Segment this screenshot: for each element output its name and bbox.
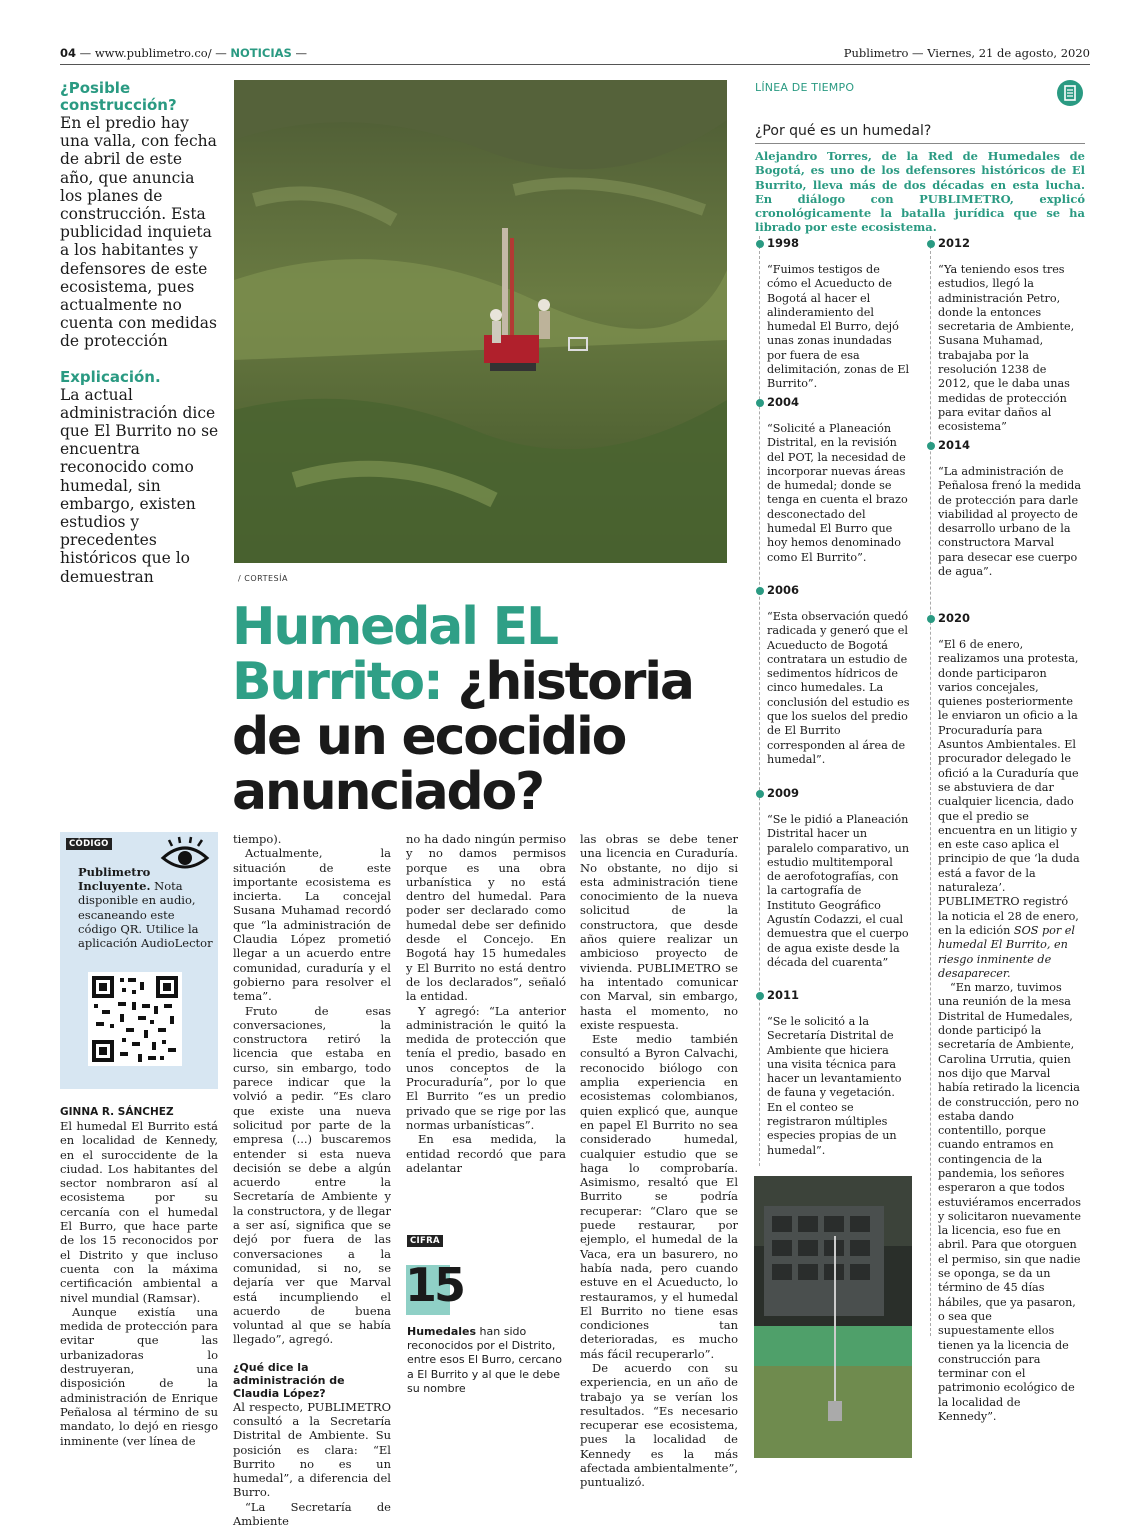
article-col4 [580, 832, 738, 1490]
article-col2 [233, 832, 391, 1528]
col2b-p2: “La Secretaría de Ambiente [233, 1499, 391, 1528]
timeline-2020-text: “El 6 de enero, realizamos una protesta, donde participaron varios concejales, quienes posteriormente le enviaron un oficio a la Procuraduría para Asuntos Ambientales. El procurador delegado le ofició a la Curaduría que se abstuviera de dar cualquier licencia, dado que el predio se encuentra en un litigio y en este caso aplica el principio de que ‘la duda está a favor de la naturaleza’. PUBLIMETRO registró la noticia el 28 de enero, en la edición [938, 638, 1080, 937]
site-url: — www.publimetro.co/ — [79, 46, 227, 60]
timeline-title: ¿Por qué es un humedal? [755, 123, 932, 139]
timeline-dot [927, 442, 935, 450]
article-col1 [60, 1105, 218, 1448]
timeline-year: 2012 [938, 236, 971, 250]
timeline-entry-text: “Fuimos testigos de cómo el Acueducto de Bogotá al hacer el alinderamiento del humedal El Burro, dejó unas zonas inundadas por fuera de esa delimitación, zonas de El Burrito”. [767, 263, 910, 391]
cifra-number: 15 [405, 1258, 464, 1312]
timeline-entry-text: “Se le pidió a Planeación Distrital hacer un paralelo comparativo, un estudio multitemporal de aerofotografías, con la cartografía de Instituto Geográfico Agustín Codazzi, el cual demuestra que el cuerpo de agua existe desde la década del cuarenta” [767, 813, 910, 969]
timeline-year: 2014 [938, 438, 971, 452]
headline-part1: Humedal EL Burrito: [232, 597, 557, 712]
cifra-bold: Humedales [407, 1325, 477, 1338]
timeline-entry-text [938, 638, 1081, 1424]
timeline-2020-text2: “En marzo, tuvimos una reunión de la mesa Distrital de Humedales, donde participó la secretaría de Ambiente, Carolina Urrutia, quien nos dijo que Marval había retirado la licencia de construcción, pero no estaba dando contentillo, porque cuando entramos en contingencia de la pandemia, los señores esperaron a que todos estuviéramos encerrados y solicitaron nuevamente la licencia, eso fue en abril. Para que otorguen el permiso, sin que nadie se oponga, se da un término de 45 días hábiles, que ya pasaron, o sea que supuestamente ellos tienen ya la licencia de construcción para terminar con el patrimonio ecológico de la localidad de Kennedy”. [938, 981, 1081, 1424]
timeline-dot [756, 790, 764, 798]
timeline-dot [927, 615, 935, 623]
col4-p2: Este medio también consultó a Byron Calvachi, reconocido biólogo con amplia experiencia en ecosistemas colombianos, quien explicó que, aunque en papel El Burrito no sea considerado humedal, cualquier estudio que se haga lo comprobaría. Asimismo, resaltó que El Burrito se podría recuperar: “Claro que se puede restaurar, por ejemplo, el humedal de la Vaca, era un basurero, no había nada, pero cuando estuve en el Acueducto, lo restauramos, y el humedal El Burrito no tiene esas condiciones tan deterioradas, es mucho más fácil recuperarlo”. [580, 1032, 738, 1361]
timeline-2020-italic: SOS por el humedal El Burrito, en riesgo inminente de desaparecer. [938, 923, 1075, 980]
col2b-p1: Al respecto, PUBLIMETRO consultó a la Secretaría Distrital de Ambiente. Su posición es clara: “El Burrito no es un humedal”, a diferencia del Burro. [233, 1399, 391, 1500]
photo-credit: / CORTESÍA [238, 574, 288, 583]
headline-part2: ¿historia de un ecocidio anunciado? [232, 652, 693, 822]
author-byline: GINNA R. SÁNCHEZ [60, 1106, 174, 1118]
col2-p1: tiempo). [233, 832, 282, 846]
col3-p1: no ha dado ningún permiso y no damos permisos porque es una obra urbanística y no está dentro del humedal. Para poder ser declarado como humedal debe ser definido desde el Concejo. En Bogotá hay 15 humedales y El Burrito no está dentro de los declarados”, señaló la entidad. [406, 832, 566, 1004]
timeline-year: 2009 [767, 786, 800, 800]
secondary-photo [754, 1176, 912, 1458]
publication-date: Publimetro — Viernes, 21 de agosto, 2020 [843, 46, 1090, 60]
header-left [60, 46, 307, 60]
timeline-year: 1998 [767, 236, 800, 250]
codigo-text [78, 865, 213, 950]
timeline-dot [756, 992, 764, 1000]
cifra-desc: han sido reconocidos por el Distrito, entre esos El Burro, cercano a El Burrito y al que le debe su nombre [407, 1325, 562, 1395]
sidebar-q2-title: Explicación. [60, 367, 161, 386]
timeline-entry-text: “Ya teniendo esos tres estudios, llegó la administración Petro, donde la entonces secretaria de Ambiente, Susana Muhamad, trabajaba por la resolución 1238 de 2012, que le daba unas medidas de protección para evitar daños al ecosistema” [938, 263, 1075, 434]
timeline-intro: Alejandro Torres, de la Red de Humedales de Bogotá, es uno de los defensores históricos de El Burrito, lleva más de dos décadas en esta lucha. En diálogo con PUBLIMETRO, explicó cronológicamente la batalla jurídica que se ha librado por este ecosistema. [755, 149, 1085, 235]
col2-subhead: ¿Qué dice la administración de Claudia López? [233, 1360, 345, 1400]
timeline-year: 2004 [767, 395, 800, 409]
section-dash: — [295, 46, 307, 60]
timeline-year: 2020 [938, 611, 971, 625]
timeline-label: LÍNEA DE TIEMPO [755, 81, 855, 94]
timeline-divider [755, 143, 1085, 144]
col3-p2: Y agregó: “La anterior administración le quitó la medida de protección que tenía el predio, basado en unos conceptos de la Procuraduría”, por lo que El Burrito “es un predio privado que se rige por las normas urbanísticas”. [406, 1003, 566, 1132]
codigo-description: Nota disponible en audio, escaneando este código QR. Utilice la aplicación AudioLector [78, 879, 213, 951]
cifra-text [407, 1325, 565, 1396]
main-photo [234, 80, 727, 563]
col4-p1: las obras se debe tener una licencia en Curaduría. No obstante, no dijo si esta administración tiene conocimiento de la nueva solicitud de la constructora, que desde años quiere realizar un ambicioso proyecto de vivienda. PUBLIMETRO se ha intentado comunicar con Marval, sin embargo, hasta el momento, no existe respuesta. [580, 832, 738, 1032]
timeline-year: 2006 [767, 583, 800, 597]
timeline-dot [756, 399, 764, 407]
article-col3 [406, 832, 566, 1175]
codigo-title: Publimetro Incluyente. [78, 865, 151, 894]
col1-p2: Aunque existía una medida de protección para evitar que las urbanizadoras lo destruyeran, una disposición de la administración de Enrique Peñalosa al término de su mandato, lo dejó en riesgo inminente (ver línea de [60, 1304, 218, 1448]
section-label: NOTICIAS [230, 46, 292, 60]
timeline-entry-text: “Solicité a Planeación Distrital, en la revisión del POT, la necesidad de incorporar nuevas áreas de humedal; donde se tenga en cuenta el brazo desconectado del humedal El Burro que hoy hemos denominado como El Burrito”. [767, 422, 908, 564]
col2-p3: Fruto de esas conversaciones, la constructora retiró la licencia que estaba en curso, sin embargo, todo parece indicar que la volvió a pedir. “Es claro que existe una nueva solicitud por parte de la empresa (...) buscaremos entender si esta nueva decisión se debe a algún acuerdo entre la Secretaría de Ambiente y la constructora, y de llegar a ser así, significa que se dejó por fuera de las conversaciones a la comunidad, si no, se dejaría ver que Marval está incumpliendo el acuerdo de buena voluntad al que se había llegado”, agregó. [233, 1003, 391, 1347]
col1-text [60, 1119, 218, 1448]
codigo-box [60, 832, 218, 1089]
headline [232, 597, 752, 822]
page-header [60, 46, 1090, 65]
timeline-dot [756, 587, 764, 595]
sidebar-q2-body: La actual administración dice que El Burrito no se encuentra reconocido como humedal, sin embargo, existen estudios y precedentes históricos que lo demuestran [60, 385, 219, 586]
document-icon [1057, 80, 1083, 106]
sidebar [60, 80, 220, 604]
col3-p3: En esa medida, la entidad recordó que para adelantar [406, 1132, 566, 1175]
timeline-entry-text: “La administración de Peñalosa frenó la medida de protección para darle viabilidad al proyecto de desarrollo urbano de la constructora Marval para desecar ese cuerpo de agua”. [938, 465, 1082, 579]
col1-p1: El humedal El Burrito está en localidad de Kennedy, en el suroccidente de la ciudad. Los habitantes del sector nombraron así al ecosistema por su cercanía con el humedal El Burro, que hace parte de los 15 reconocidos por el Distrito y que incluso cuenta con la máxima certificación ambiental a nivel mundial (Ramsar). [60, 1119, 218, 1305]
page-number: 04 [60, 46, 77, 60]
col2-p2: Actualmente, la situación de este importante ecosistema es incierta. La concejal Susana Muhamad recordó que “la administración de Claudia López prometió llegar a un acuerdo entre comunidad, curaduría y el gobierno para resolver el tema”. [233, 846, 391, 1004]
qr-code-icon[interactable] [88, 972, 182, 1066]
timeline-dot [927, 240, 935, 248]
timeline-year: 2011 [767, 988, 800, 1002]
cifra-tag: CIFRA [407, 1235, 443, 1247]
timeline-dot [756, 240, 764, 248]
codigo-tag: CÓDIGO [66, 838, 112, 850]
timeline-entry-text: “Se le solicitó a la Secretaría Distrital de Ambiente que hiciera una visita técnica para hacer un levantamiento de fauna y vegetación. En el conteo se registraron múltiples especies propias de un humedal”. [767, 1015, 902, 1157]
col4-p3: De acuerdo con su experiencia, en un año de trabajo ya se verían los resultados. “Es necesario recuperar ese ecosistema, pues la localidad de Kennedy es la más afectada ambientalmente”, puntualizó. [580, 1360, 738, 1490]
timeline-entry-text: “Esta observación quedó radicada y generó que el Acueducto de Bogotá contratara un estudio de sedimentos hídricos de cinco humedales. La conclusión del estudio es que los suelos del predio de El Burrito corresponden al área de humedal”. [767, 610, 910, 766]
timeline-right-col [930, 236, 1082, 1424]
sidebar-q1-body: En el predio hay una valla, con fecha de abril de este año, que anuncia los planes de construcción. Esta publicidad inquieta a los habitantes y defensores de este ecosistema, pues actualmente no cuenta con medidas de protección [60, 114, 218, 351]
timeline-left-col [759, 236, 910, 1166]
sidebar-q1-title: ¿Posible construcción? [60, 79, 177, 114]
